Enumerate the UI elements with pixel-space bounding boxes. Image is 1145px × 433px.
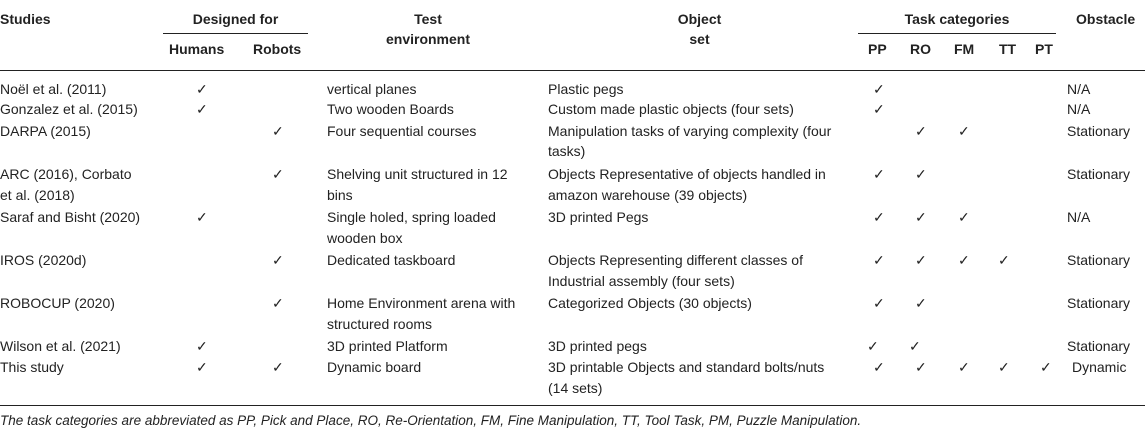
- check-mark: ✓: [196, 338, 208, 354]
- check-mark: ✓: [196, 101, 208, 117]
- env-cell: vertical planes: [327, 81, 417, 97]
- env-cell: Home Environment arena with: [327, 295, 516, 311]
- header-obstacle: Obstacle: [1076, 11, 1136, 27]
- check-mark: ✓: [873, 252, 885, 268]
- env-cell: Four sequential courses: [327, 123, 477, 139]
- check-mark: ✓: [998, 359, 1010, 375]
- header-designed-for: Designed for: [192, 11, 279, 27]
- env-cell: Dedicated taskboard: [327, 252, 456, 268]
- header-tt: TT: [999, 41, 1017, 57]
- check-mark: ✓: [873, 295, 885, 311]
- study-cell: Saraf and Bisht (2020): [0, 209, 141, 225]
- env-cell: 3D printed Platform: [327, 338, 448, 354]
- table-footnote: The task categories are abbreviated as PP, Pick and Place, RO, Re-Orientation, FM, Fine Manipulation, TT, Tool Task, PM, Puzzle Manipulation.: [0, 413, 862, 428]
- study-cell: IROS (2020d): [0, 252, 87, 268]
- check-mark: ✓: [915, 166, 927, 182]
- check-mark: ✓: [958, 123, 970, 139]
- obstacle-cell: N/A: [1067, 209, 1091, 225]
- obstacle-cell: Stationary: [1067, 166, 1131, 182]
- env-cell: Single holed, spring loaded: [327, 209, 496, 225]
- check-mark: ✓: [915, 295, 927, 311]
- check-mark: ✓: [1040, 359, 1052, 375]
- header-robots: Robots: [253, 41, 302, 57]
- env-cell: bins: [327, 187, 353, 203]
- object-cell: 3D printed pegs: [548, 338, 647, 354]
- obstacle-cell: N/A: [1067, 81, 1091, 97]
- header-task-categories: Task categories: [904, 11, 1010, 27]
- env-cell: Two wooden Boards: [327, 101, 454, 117]
- check-mark: ✓: [873, 209, 885, 225]
- header-rule: [0, 70, 1145, 71]
- obstacle-cell: Stationary: [1067, 252, 1131, 268]
- obstacle-cell: Dynamic: [1072, 359, 1127, 375]
- header-ro: RO: [910, 41, 931, 57]
- check-mark: ✓: [272, 166, 284, 182]
- env-cell: Shelving unit structured in 12: [327, 166, 508, 182]
- obstacle-cell: Stationary: [1067, 295, 1131, 311]
- object-cell: Industrial assembly (four sets): [548, 273, 735, 289]
- object-cell: tasks): [548, 143, 586, 159]
- header-pp: PP: [868, 41, 887, 57]
- env-cell: Dynamic board: [327, 359, 422, 375]
- object-cell: Custom made plastic objects (four sets): [548, 101, 794, 117]
- object-cell: Objects Representing different classes of: [548, 252, 803, 268]
- check-mark: ✓: [915, 123, 927, 139]
- check-mark: ✓: [873, 166, 885, 182]
- study-cell: Noël et al. (2011): [0, 81, 107, 97]
- check-mark: ✓: [958, 209, 970, 225]
- study-cell: This study: [0, 359, 64, 375]
- table-bottom-rule: [0, 405, 1145, 406]
- study-cell: ARC (2016), Corbato: [0, 166, 132, 182]
- header-object-set-line1: Object: [677, 11, 722, 27]
- check-mark: ✓: [915, 209, 927, 225]
- check-mark: ✓: [873, 81, 885, 97]
- check-mark: ✓: [272, 252, 284, 268]
- object-cell: 3D printed Pegs: [548, 209, 649, 225]
- study-cell: ROBOCUP (2020): [0, 295, 115, 311]
- check-mark: ✓: [909, 338, 921, 354]
- check-mark: ✓: [873, 101, 885, 117]
- check-mark: ✓: [196, 81, 208, 97]
- object-cell: amazon warehouse (39 objects): [548, 187, 748, 203]
- object-cell: Plastic pegs: [548, 81, 624, 97]
- header-test-env-line2: environment: [385, 31, 470, 47]
- env-cell: structured rooms: [327, 316, 433, 332]
- check-mark: ✓: [196, 209, 208, 225]
- env-cell: wooden box: [327, 230, 403, 246]
- header-studies: Studies: [0, 11, 51, 27]
- check-mark: ✓: [915, 359, 927, 375]
- object-cell: 3D printable Objects and standard bolts/nuts: [548, 359, 825, 375]
- study-cell: Wilson et al. (2021): [0, 338, 121, 354]
- object-cell: (14 sets): [548, 380, 603, 396]
- obstacle-cell: N/A: [1067, 101, 1091, 117]
- object-cell: Objects Representative of objects handled in: [548, 166, 826, 182]
- check-mark: ✓: [958, 359, 970, 375]
- check-mark: ✓: [958, 252, 970, 268]
- check-mark: ✓: [272, 295, 284, 311]
- designed-for-underline: [163, 33, 308, 34]
- study-cell: DARPA (2015): [0, 123, 91, 139]
- header-test-env-line1: Test: [414, 11, 442, 27]
- header-humans: Humans: [169, 41, 225, 57]
- check-mark: ✓: [998, 252, 1010, 268]
- study-cell: Gonzalez et al. (2015): [0, 101, 138, 117]
- header-fm: FM: [954, 41, 975, 57]
- check-mark: ✓: [272, 123, 284, 139]
- header-object-set-line2: set: [689, 31, 710, 47]
- check-mark: ✓: [873, 359, 885, 375]
- obstacle-cell: Stationary: [1067, 338, 1131, 354]
- object-cell: Categorized Objects (30 objects): [548, 295, 752, 311]
- check-mark: ✓: [867, 338, 879, 354]
- check-mark: ✓: [196, 359, 208, 375]
- check-mark: ✓: [915, 252, 927, 268]
- study-cell: et al. (2018): [0, 187, 75, 203]
- header-pt: PT: [1035, 41, 1053, 57]
- task-categories-underline: [858, 33, 1056, 34]
- check-mark: ✓: [272, 359, 284, 375]
- object-cell: Manipulation tasks of varying complexity (four: [548, 123, 832, 139]
- obstacle-cell: Stationary: [1067, 123, 1131, 139]
